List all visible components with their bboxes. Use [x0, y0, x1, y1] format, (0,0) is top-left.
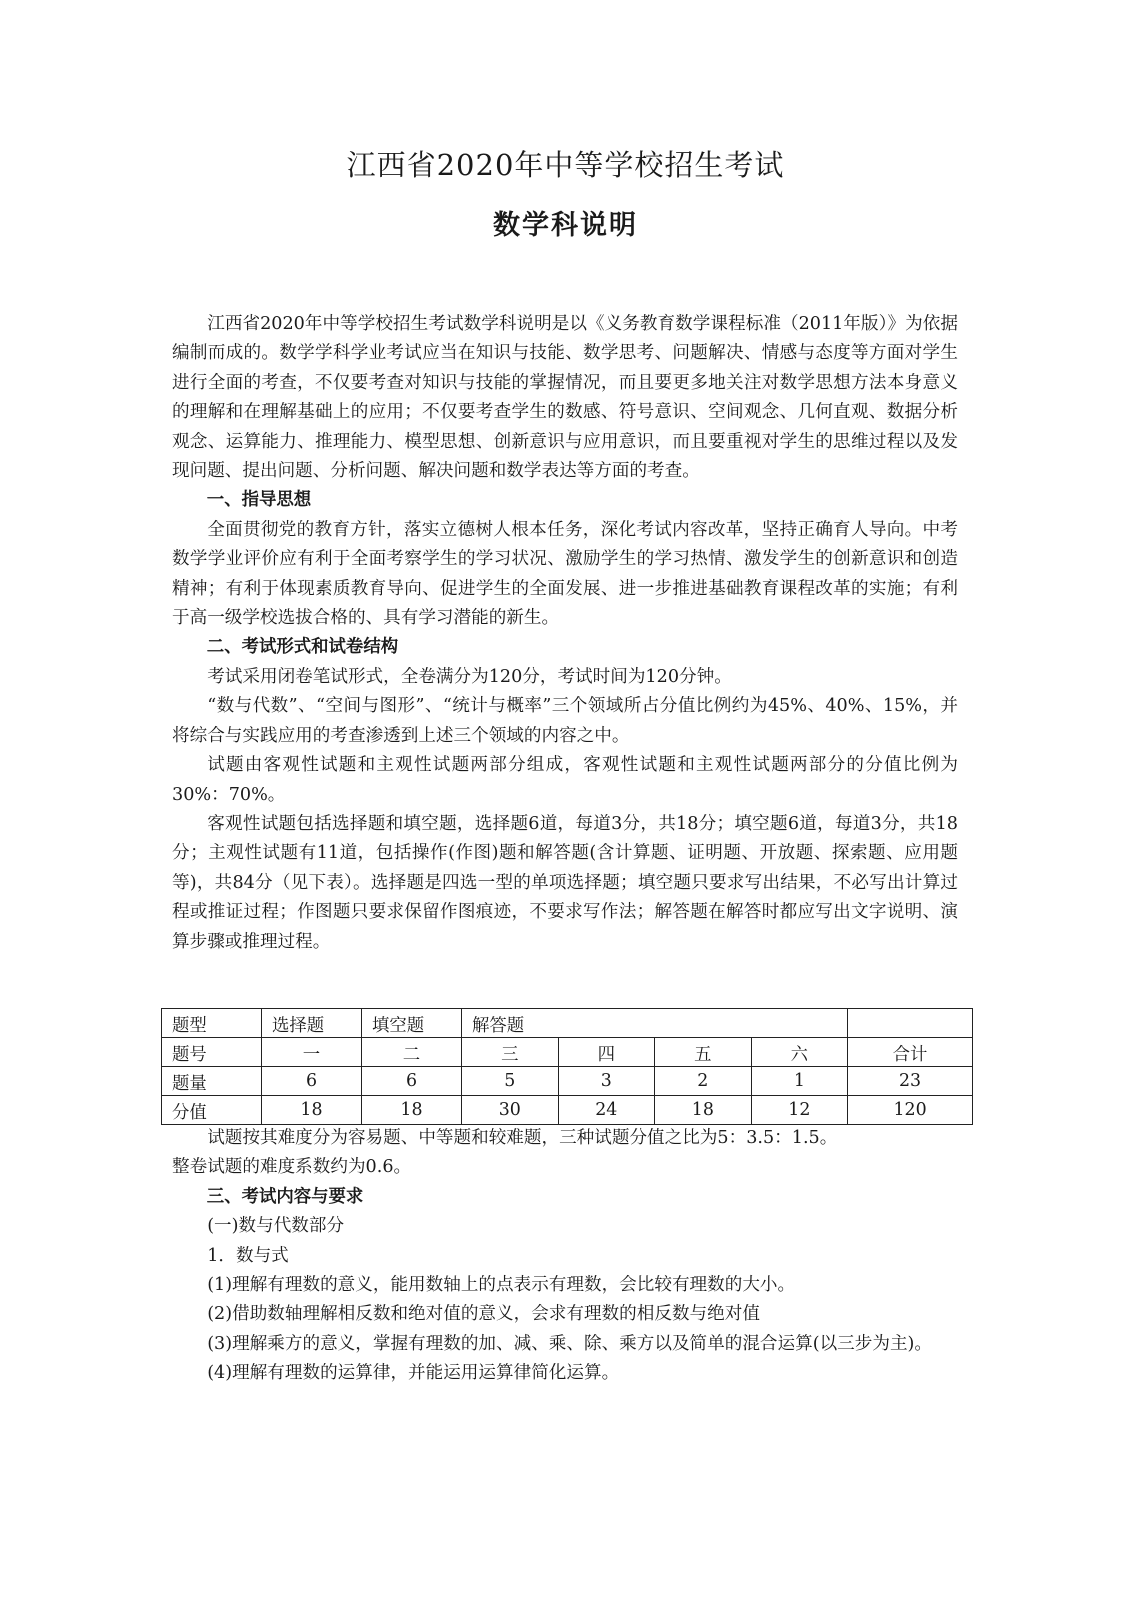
table-cell: 题量 [162, 1067, 262, 1096]
section1-paragraph: 全面贯彻党的教育方针，落实立德树人根本任务，深化考试内容改革，坚持正确育人导向。中考数学学业评价应有利于全面考察学生的学习状况、激励学生的学习热情、激发学生的创新意识和创造精神；有利于体现素质教育导向、促进学生的全面发展、进一步推进基础教育课程改革的实施；有利于高一级学校选拔合格的、具有学习潜能的新生。 [172, 519, 958, 629]
table-cell: 题号 [162, 1038, 262, 1067]
table-cell: 三 [462, 1038, 559, 1067]
table-cell: 120 [848, 1096, 973, 1125]
table-cell: 选择题 [262, 1009, 362, 1038]
table-row [162, 1009, 973, 1038]
table-cell: 1 [751, 1067, 848, 1096]
table-cell: 五 [655, 1038, 752, 1067]
section1-heading: 一、指导思想 [206, 490, 312, 511]
table-cell: 18 [362, 1096, 462, 1125]
table-cell: 18 [655, 1096, 752, 1125]
table-cell: 六 [751, 1038, 848, 1067]
difficulty-paragraph: 试题按其难度分为容易题、中等题和较难题，三种试题分值之比为5：3.5：1.5。 [207, 1128, 838, 1148]
table-row [162, 1096, 973, 1125]
table-cell: 2 [655, 1067, 752, 1096]
table-cell: 二 [362, 1038, 462, 1067]
table-cell: 3 [558, 1067, 655, 1096]
table-row [162, 1038, 973, 1067]
section3-point-1: (1)理解有理数的意义，能用数轴上的点表示有理数，会比较有理数的大小。 [207, 1275, 796, 1296]
table-cell: 18 [262, 1096, 362, 1125]
difficulty-coefficient: 整卷试题的难度系数约为0.6。 [172, 1157, 412, 1178]
table-cell: 24 [558, 1096, 655, 1125]
table-cell: 填空题 [362, 1009, 462, 1038]
section3-point-4: (4)理解有理数的运算律，并能运用运算律简化运算。 [207, 1363, 620, 1384]
score-table [161, 1008, 973, 1125]
table-cell: 6 [362, 1067, 462, 1096]
table-cell: 一 [262, 1038, 362, 1067]
table-cell: 30 [462, 1096, 559, 1125]
table-row [162, 1067, 973, 1096]
section2-paragraph-2: “数与代数”、“空间与图形”、“统计与概率”三个领域所占分值比例约为45%、40%、15%，并将综合与实践应用的考查渗透到上述三个领域的内容之中。 [172, 696, 958, 746]
table-cell [848, 1009, 973, 1038]
table-cell: 12 [751, 1096, 848, 1125]
section2-paragraph-1: 考试采用闭卷笔试形式，全卷满分为120分，考试时间为120分钟。 [207, 666, 732, 687]
table-cell: 解答题 [462, 1009, 848, 1038]
section3-part: (一)数与代数部分 [207, 1216, 345, 1237]
section3-point-2: (2)借助数轴理解相反数和绝对值的意义，会求有理数的相反数与绝对值 [207, 1304, 760, 1325]
section3-item: 1．数与式 [207, 1245, 289, 1266]
document-body [172, 310, 958, 957]
table-cell: 分值 [162, 1096, 262, 1125]
document-body-continued [172, 1124, 958, 1389]
table-cell: 6 [262, 1067, 362, 1096]
table-cell: 四 [558, 1038, 655, 1067]
table-cell: 合计 [848, 1038, 973, 1067]
table-cell: 23 [848, 1067, 973, 1096]
table-cell: 题型 [162, 1009, 262, 1038]
section3-heading: 三、考试内容与要求 [206, 1186, 364, 1207]
document-subtitle: 数学科说明 [493, 210, 638, 241]
section2-paragraph-4: 客观性试题包括选择题和填空题，选择题6道，每道3分，共18分；填空题6道，每道3分，共18分；主观性试题有11道，包括操作(作图)题和解答题(含计算题、证明题、开放题、探索题、应用题等)，共84分（见下表）。选择题是四选一型的单项选择题；填空题只要求写出结果，不必写出计算过程或推证过程；作图题只要求保留作图痕迹，不要求写作法；解答题在解答时都应写出文字说明、演算步骤或推理过程。 [172, 813, 958, 952]
document-title: 江西省2020年中等学校招生考试 [346, 148, 785, 182]
section2-paragraph-3: 试题由客观性试题和主观性试题两部分组成，客观性试题和主观性试题两部分的分值比例为30%：70%。 [172, 755, 958, 805]
section3-point-3: (3)理解乘方的意义，掌握有理数的加、减、乘、除、乘方以及简单的混合运算(以三步为主)。 [207, 1333, 932, 1354]
intro-paragraph: 江西省2020年中等学校招生考试数学科说明是以《义务教育数学课程标准（2011年版）》为依据编制而成的。数学学科学业考试应当在知识与技能、数学思考、问题解决、情感与态度等方面对学生进行全面的考查，不仅要考查对知识与技能的掌握情况，而且要更多地关注对数学思想方法本身意义的理解和在理解基础上的应用；不仅要考查学生的数感、符号意识、空间观念、几何直观、数据分析观念、运算能力、推理能力、模型思想、创新意识与应用意识，而且要重视对学生的思维过程以及发现问题、提出问题、分析问题、解决问题和数学表达等方面的考查。 [172, 314, 958, 482]
table-cell: 5 [462, 1067, 559, 1096]
section2-heading: 二、考试形式和试卷结构 [206, 637, 399, 658]
